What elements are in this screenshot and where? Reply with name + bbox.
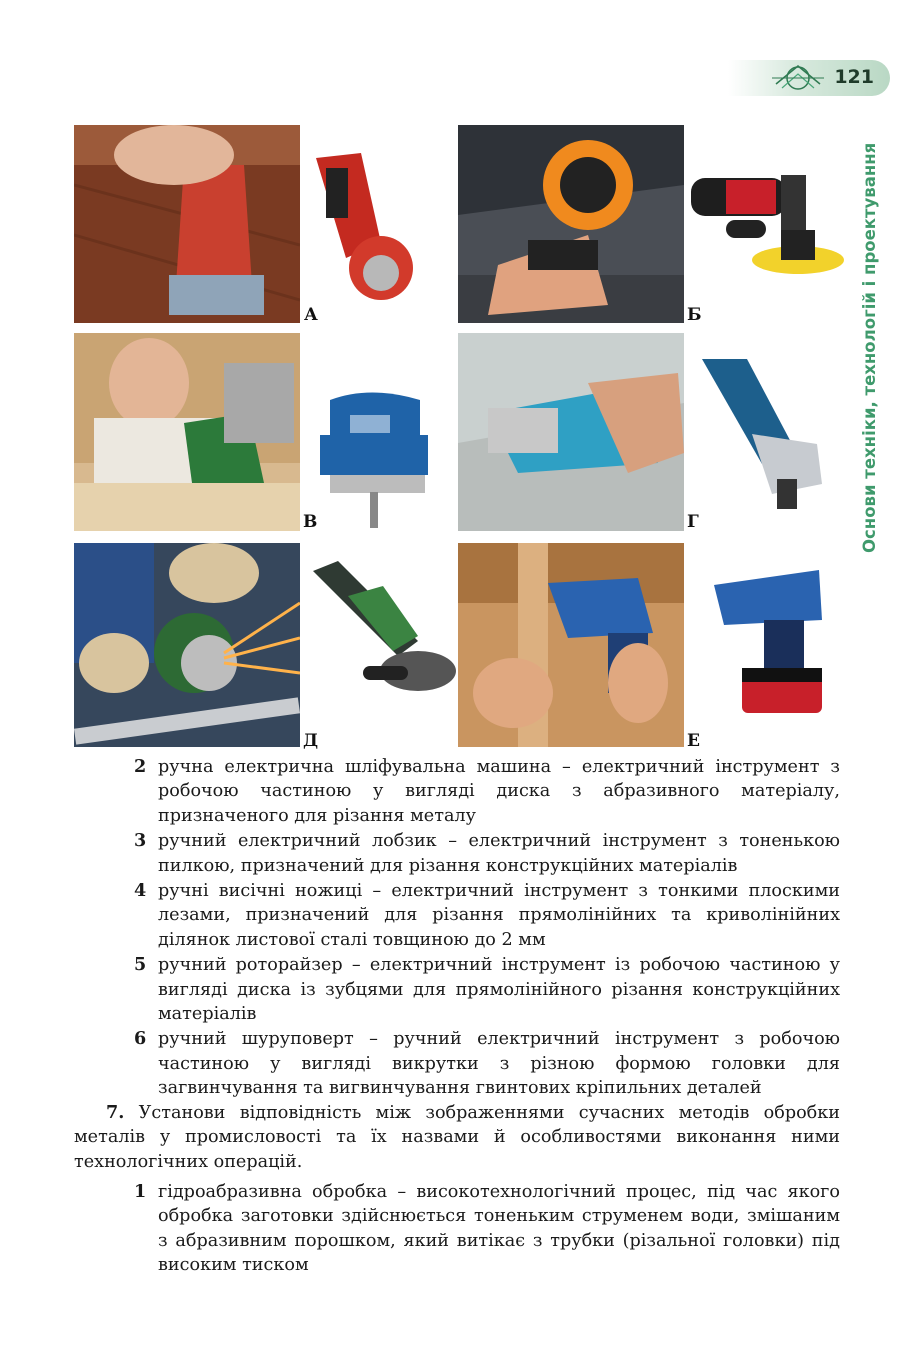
photo-g-in-use bbox=[458, 333, 684, 531]
tool-definitions-list bbox=[134, 755, 840, 1102]
photo-g-tool bbox=[692, 354, 826, 510]
photo-d-tool bbox=[308, 556, 458, 706]
list-item: 5 ручний роторайзер – електричний інструмент із робочою частиною у вигляді диска із зубцями для прямолінійного різання конструкційних матеріалів bbox=[134, 954, 840, 1025]
task-text: Установи відповідність між зображеннями сучасних методів обробки металів у промисловості та їх назвами й особливостями виконання ними технологічних операцій. bbox=[74, 1103, 840, 1172]
photo-b-in-use bbox=[458, 125, 684, 323]
panel-label-d: Д bbox=[303, 731, 319, 751]
list-item: 1 гідроабразивна обробка – високотехнологічний процес, під час якого обробка заготовки здійснюється тоненьким струменем води, змішаним з абразивним порошком, який витікає з трубки (різальної головки) під високим тиском bbox=[134, 1181, 840, 1276]
page-number-tab bbox=[728, 60, 890, 96]
panel-label-a: А bbox=[304, 305, 318, 325]
photo-a-tool bbox=[306, 148, 424, 303]
photo-a-in-use bbox=[74, 125, 300, 323]
task-7 bbox=[74, 1101, 840, 1174]
panel-label-v: В bbox=[303, 512, 318, 532]
list-item: 6 ручний шуруповерт – ручний електричний інструмент з робочою частиною у вигляді викрутки з різною формою головки для загвинчування та вигвинчування гвинтових кріпильних деталей bbox=[134, 1028, 840, 1099]
textbook-logo-icon bbox=[768, 62, 828, 94]
list-item: 2 ручна електрична шліфувальна машина – електричний інструмент з робочою частиною у вигляді диска з абразивного матеріалу, призначеного для різання металу bbox=[134, 756, 840, 826]
photo-e-in-use bbox=[458, 543, 684, 747]
panel-label-e: Е bbox=[687, 731, 700, 751]
panel-label-g: Г bbox=[687, 512, 699, 532]
panel-label-b: Б bbox=[687, 305, 702, 325]
photo-d-in-use bbox=[74, 543, 300, 747]
side-title: Основи техніки, технологій і проектування bbox=[860, 142, 879, 553]
photo-b-tool bbox=[686, 150, 846, 280]
photo-v-tool bbox=[310, 380, 438, 528]
task-number: 7. bbox=[106, 1102, 125, 1123]
side-running-header bbox=[856, 125, 884, 555]
list-item: 4 ручні висічні ножиці – електричний інструмент з тонкими плоскими лезами, призначений для різання прямолінійних та криволінійних ділянок листової сталі товщиною до 2 мм bbox=[134, 880, 840, 950]
photo-e-tool bbox=[704, 560, 832, 722]
photo-v-in-use bbox=[74, 333, 300, 531]
list-item: 3 ручний електричний лобзик – електричний інструмент з тоненькою пилкою, призначений для різання конструкційних матеріалів bbox=[134, 830, 840, 876]
methods-list bbox=[134, 1180, 840, 1279]
page-number: 121 bbox=[834, 66, 874, 88]
